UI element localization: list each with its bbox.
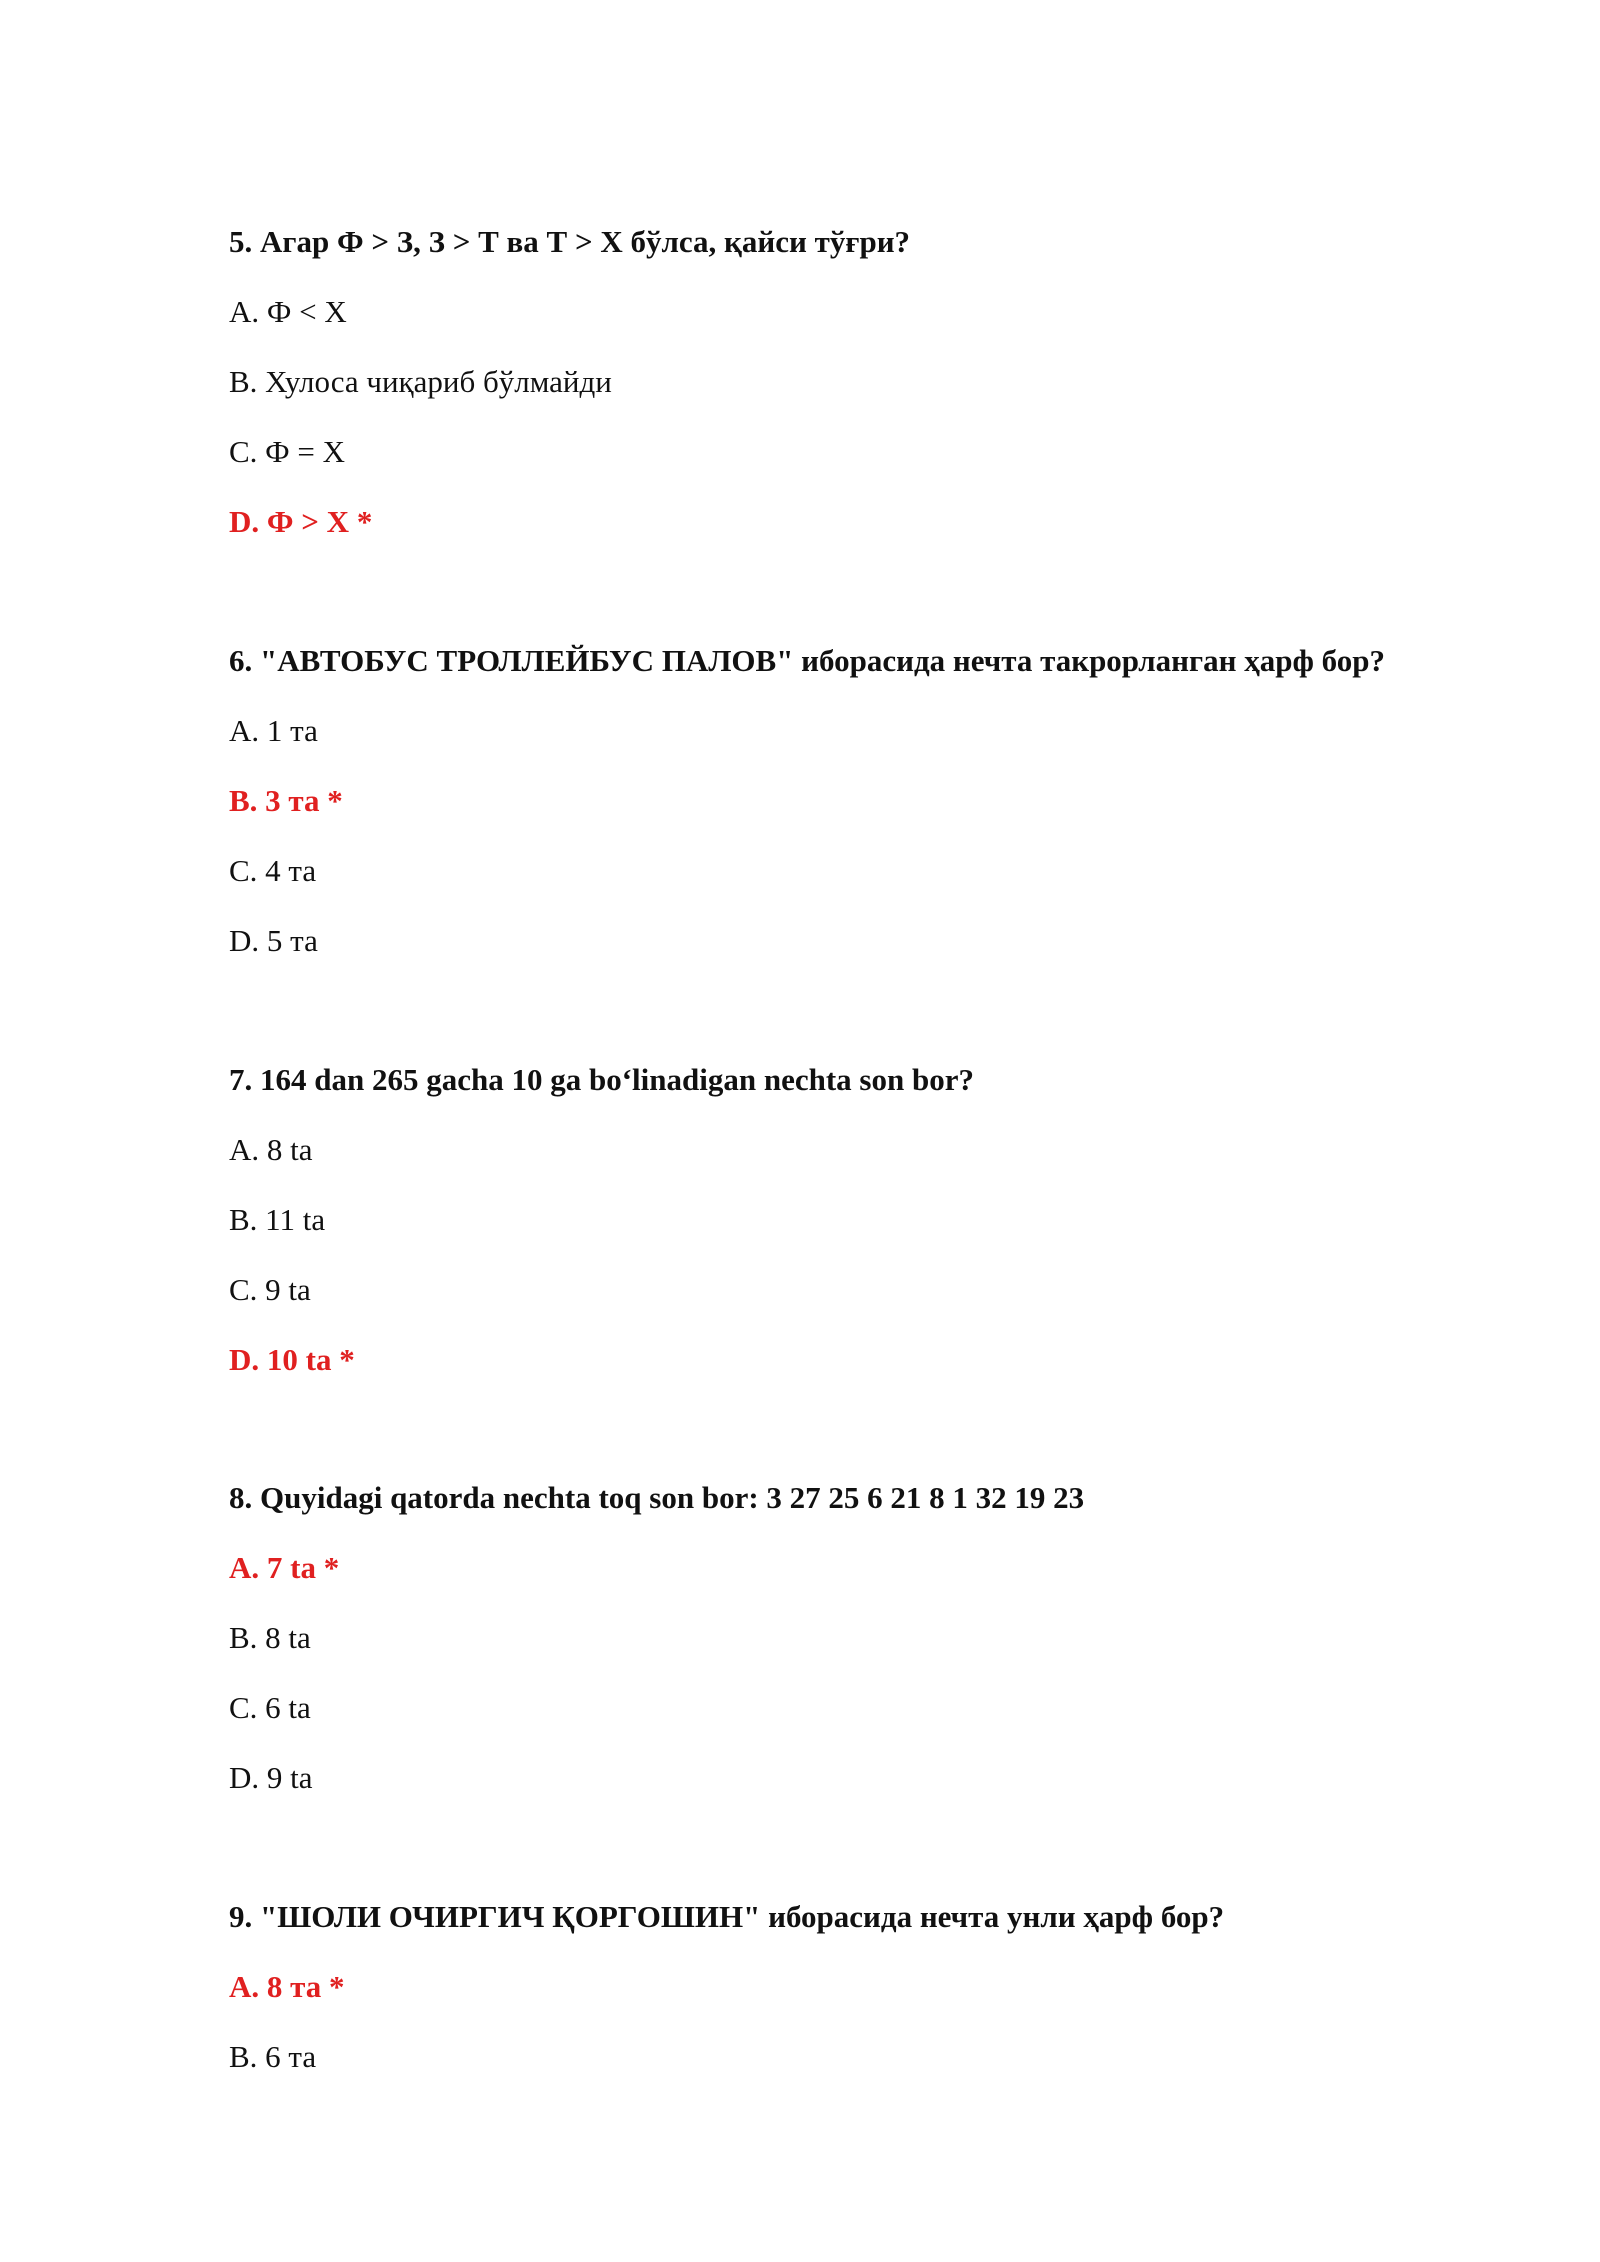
option-d-correct: D. 10 ta * [229,1342,355,1377]
option-b: B. 6 та [229,2039,317,2074]
option-d: D. 5 та [229,923,318,958]
option-c: C. 6 ta [229,1690,311,1725]
question-title: 6. "АВТОБУС ТРОЛЛЕЙБУС ПАЛОВ" иборасида нечта такрорланган ҳарф бор? [229,643,1385,678]
option-a: A. 1 та [229,713,318,748]
question-9 [229,1897,1529,2077]
option-a: A. 8 ta [229,1132,313,1167]
option-a-correct: A. 8 та * [229,1969,345,2004]
question-5 [229,222,1529,542]
question-title: 9. "ШОЛИ ОЧИРГИЧ ҚОРГОШИН" иборасида нечта унли ҳарф бор? [229,1899,1225,1934]
question-6 [229,641,1529,961]
question-title: 8. Quyidagi qatorda nechta toq son bor: 3 27 25 6 21 8 1 32 19 23 [229,1480,1085,1515]
question-8 [229,1478,1529,1798]
option-b: B. 11 ta [229,1202,326,1237]
option-c: C. 9 ta [229,1272,311,1307]
option-d-correct: D. Ф > Х * [229,504,373,539]
option-d: D. 9 ta [229,1760,313,1795]
option-b-correct: B. 3 та * [229,783,343,818]
option-c: C. 4 та [229,853,317,888]
option-c: C. Ф = Х [229,434,346,469]
option-b: B. Хулоса чиқариб бўлмайди [229,364,612,399]
question-7 [229,1060,1529,1380]
question-title: 7. 164 dan 265 gacha 10 ga bo‘linadigan nechta son bor? [229,1062,974,1097]
option-a: A. Ф < Х [229,294,347,329]
option-b: B. 8 ta [229,1620,311,1655]
question-title: 5. Агар Ф > З, З > Т ва Т > Х бўлса, қайси тўғри? [229,224,911,259]
option-a-correct: A. 7 ta * [229,1550,340,1585]
